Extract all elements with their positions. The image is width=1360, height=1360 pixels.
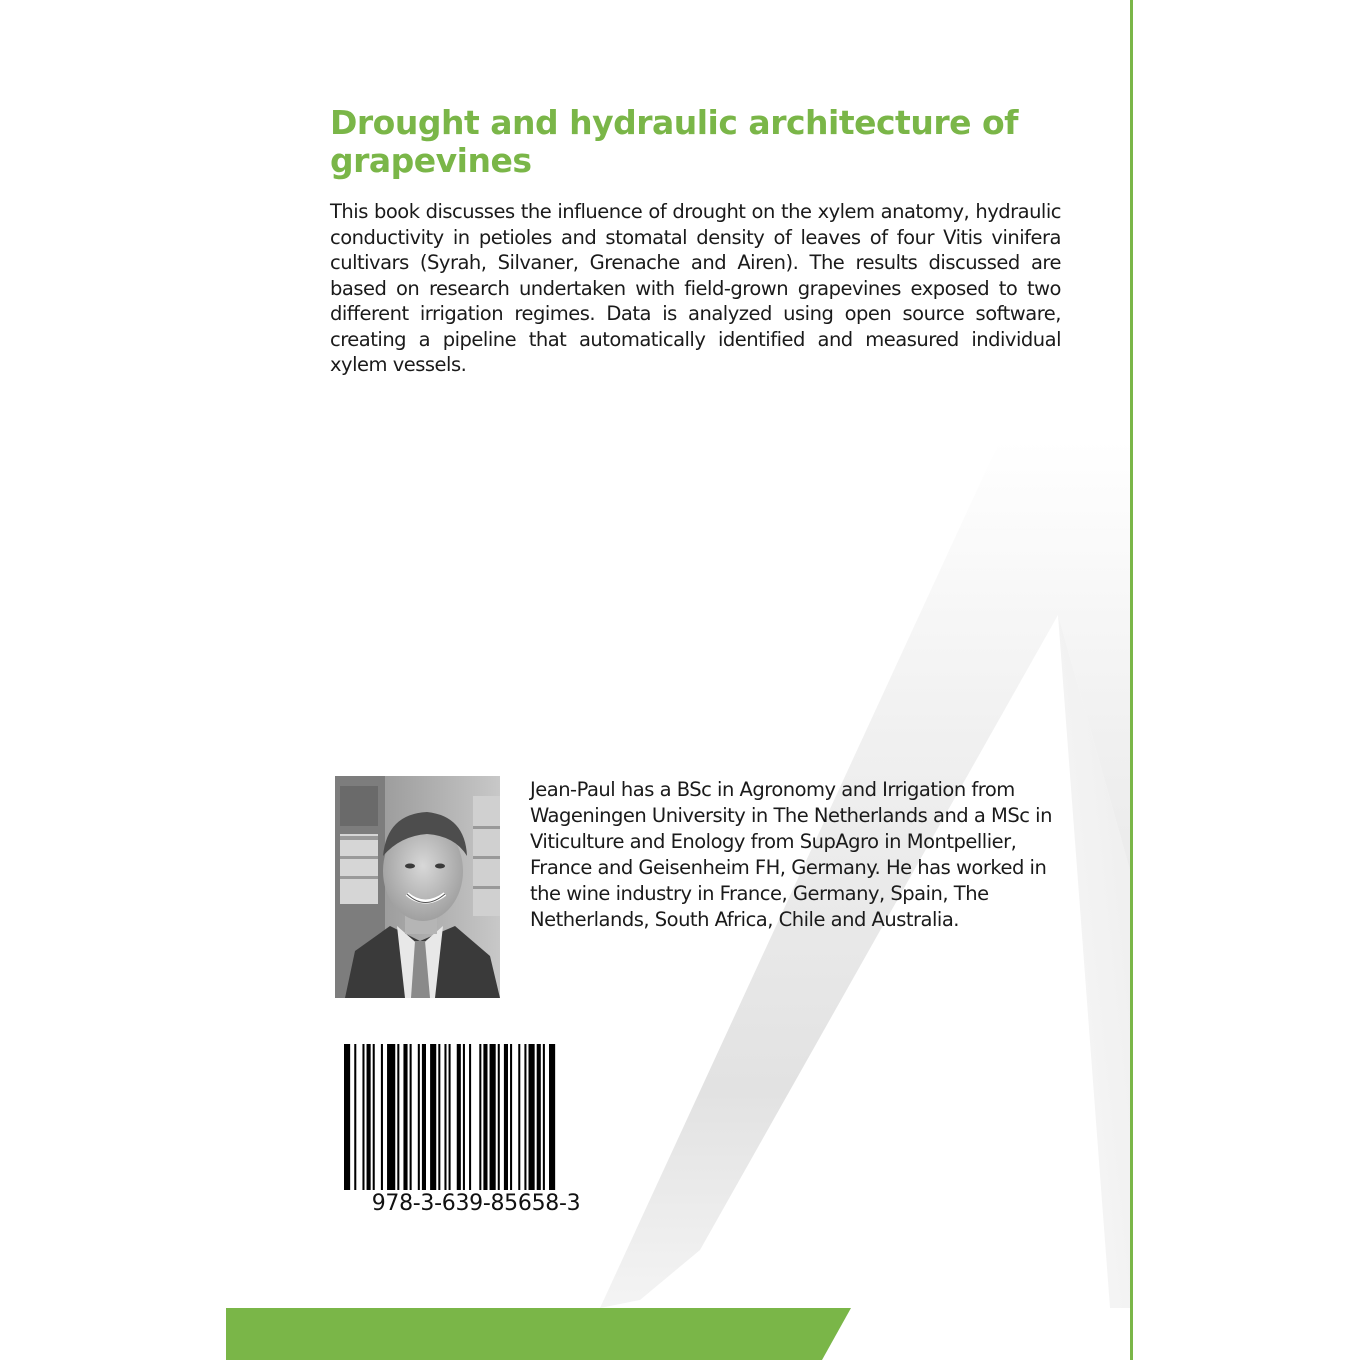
barcode-bar	[479, 1044, 481, 1190]
barcode-bar	[367, 1044, 371, 1190]
book-title: Drought and hydraulic architecture of grapevines	[330, 103, 1018, 180]
barcode-bar	[469, 1044, 471, 1190]
barcode-bar	[373, 1044, 375, 1190]
barcode-bar	[449, 1044, 451, 1190]
barcode-bar	[344, 1044, 350, 1190]
author-photo	[335, 776, 500, 998]
barcode-bar	[498, 1044, 500, 1190]
book-description: This book discusses the influence of drought on the xylem anatomy, hydraulic conductivity in petioles and stomatal density of leaves of four Vitis vinifera cultivars (Syrah, Silvaner, Grenache and Airen). The results discussed are based on research undertaken with field-grown grapevines exposed to two different irrigation regimes. Data is analyzed using open source software, creating a pipeline that automatically identified and measured individual xylem vessels.	[330, 200, 1061, 376]
barcode-bar	[422, 1044, 426, 1190]
isbn-number: 978-3-639-85658-3	[371, 1191, 581, 1216]
barcode-bar	[403, 1044, 407, 1190]
barcode-bar	[524, 1044, 526, 1190]
barcode-bar	[490, 1044, 496, 1190]
barcode-bar	[430, 1044, 436, 1190]
barcode-bar	[549, 1044, 555, 1190]
barcode-bar	[362, 1044, 364, 1190]
barcode-bar	[543, 1044, 545, 1190]
barcode-bar	[457, 1044, 461, 1190]
spine-divider	[1130, 0, 1133, 1360]
barcode-bar	[397, 1044, 399, 1190]
barcode-bar	[504, 1044, 508, 1190]
barcode-bar	[418, 1044, 420, 1190]
barcode-bar	[410, 1044, 412, 1190]
barcode-bar	[438, 1044, 440, 1190]
barcode-bar	[510, 1044, 512, 1190]
barcode-bar	[529, 1044, 535, 1190]
author-bio: Jean-Paul has a BSc in Agronomy and Irrigation from Wageningen University in The Netherlands and a MSc in Viticulture and Enology from SupAgro in Montpellier, France and Geisenheim FH, Germany. He has worked in the wine industry in France, Germany, Spain, The Netherlands, South Africa, Chile and Australia.	[530, 778, 1052, 931]
barcode-bar	[537, 1044, 541, 1190]
barcode-bar	[483, 1044, 487, 1190]
barcode-bar	[387, 1044, 395, 1190]
barcode-bar	[463, 1044, 465, 1190]
barcode-graphic	[342, 1044, 608, 1190]
barcode-bar	[354, 1044, 356, 1190]
isbn-barcode	[336, 1040, 616, 1220]
barcode-bar	[518, 1044, 520, 1190]
barcode-bar	[381, 1044, 383, 1190]
barcode-bar	[444, 1044, 446, 1190]
